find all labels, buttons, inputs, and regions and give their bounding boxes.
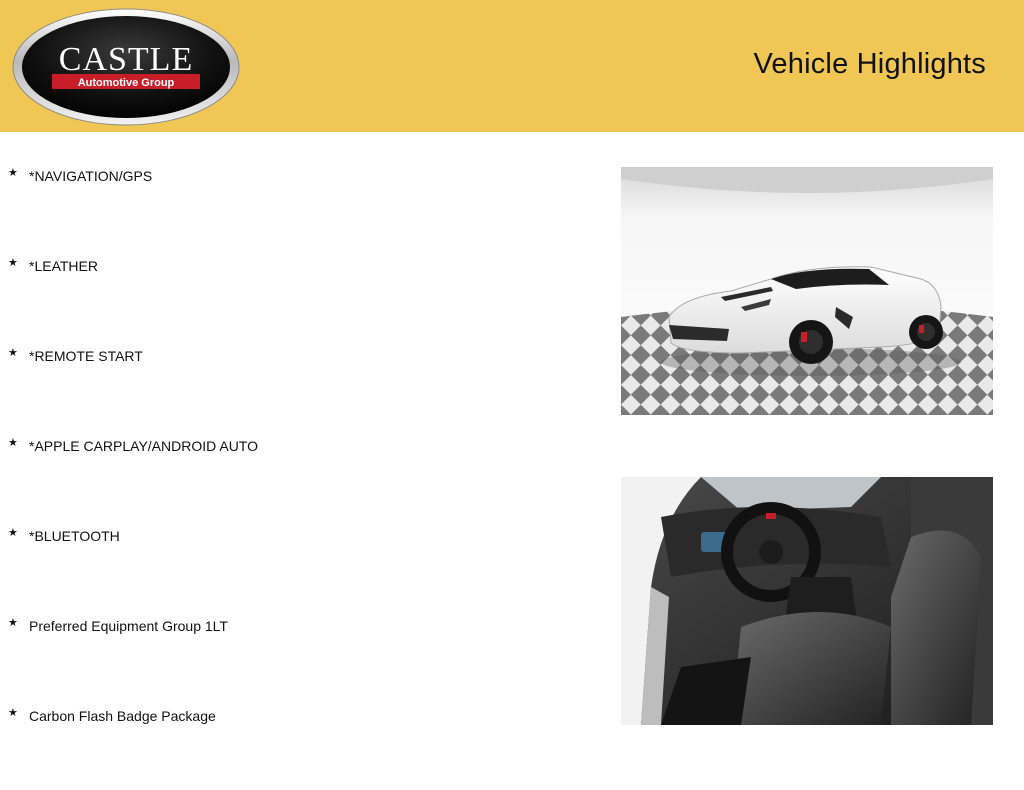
star-bullet-icon: ★: [8, 527, 18, 539]
page-title: Vehicle Highlights: [753, 48, 986, 80]
highlight-label: *LEATHER: [29, 258, 98, 274]
star-bullet-icon: ★: [8, 707, 18, 719]
vehicle-interior-photo: [621, 477, 993, 725]
list-item: [0, 610, 600, 700]
star-bullet-icon: ★: [8, 347, 18, 359]
castle-logo: [12, 8, 240, 126]
logo-sub-text: Automotive Group: [77, 77, 175, 89]
highlight-label: *APPLE CARPLAY/ANDROID AUTO: [29, 438, 258, 454]
list-item: [0, 160, 600, 250]
highlight-label: Preferred Equipment Group 1LT: [29, 618, 228, 634]
highlight-label: *REMOTE START: [29, 348, 143, 364]
highlights-list: [0, 160, 600, 790]
star-bullet-icon: ★: [8, 167, 18, 179]
list-item: [0, 700, 600, 790]
vehicle-exterior-photo: [621, 167, 993, 415]
logo-main-text: CASTLE: [58, 41, 194, 78]
header-banner: [0, 0, 1024, 132]
star-bullet-icon: ★: [8, 257, 18, 269]
list-item: [0, 250, 600, 340]
list-item: [0, 430, 600, 520]
star-bullet-icon: ★: [8, 617, 18, 629]
star-bullet-icon: ★: [8, 437, 18, 449]
list-item: [0, 520, 600, 610]
list-item: [0, 340, 600, 430]
highlight-label: *NAVIGATION/GPS: [29, 168, 153, 184]
highlight-label: *BLUETOOTH: [29, 528, 120, 544]
highlight-label: Carbon Flash Badge Package: [29, 708, 216, 724]
